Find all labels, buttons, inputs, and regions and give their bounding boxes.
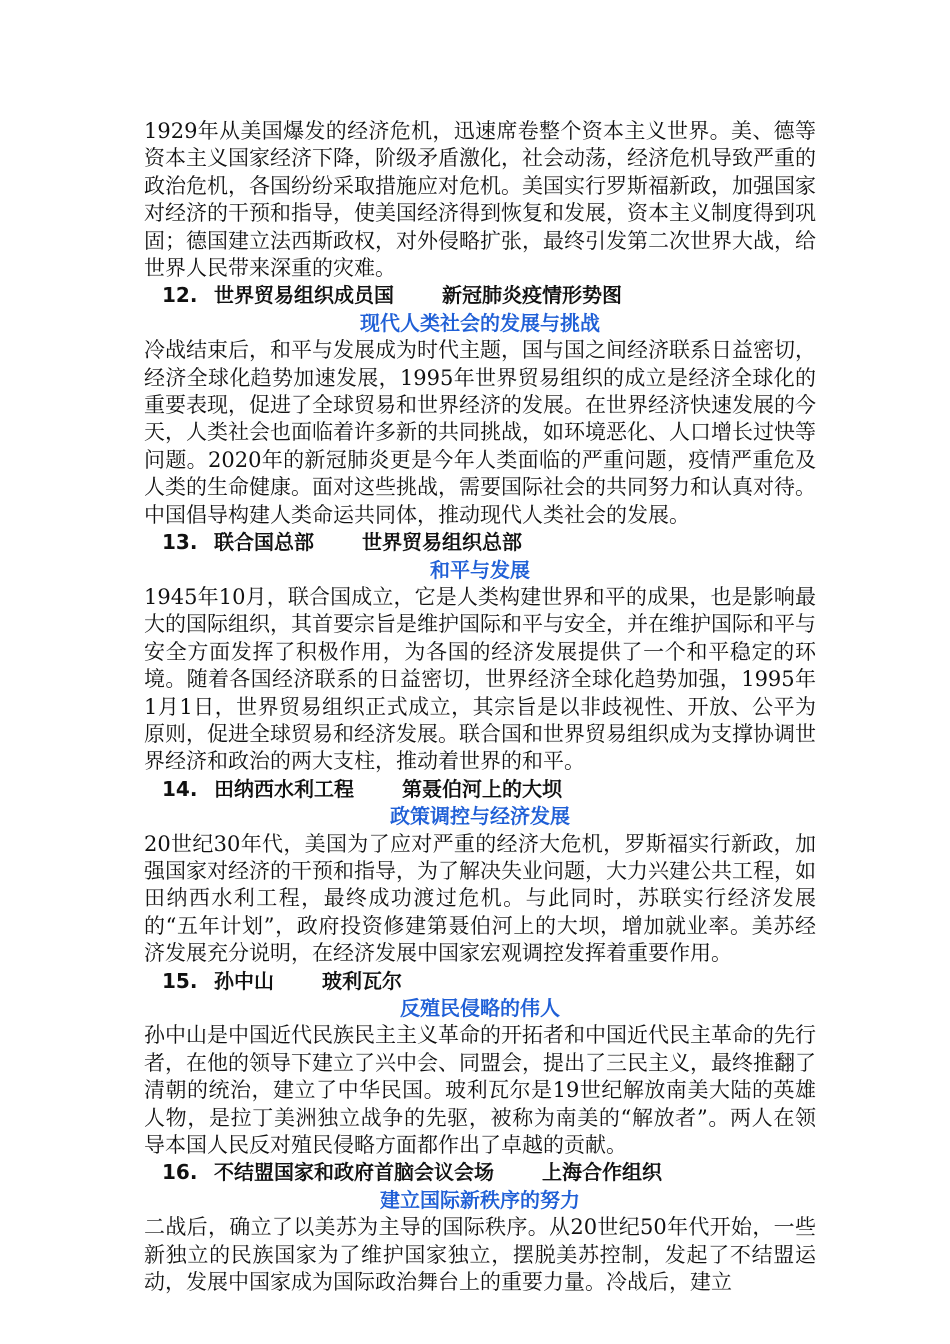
item-label-b: 第聂伯河上的大坝	[402, 776, 562, 801]
item-14-heading	[144, 776, 816, 803]
item-label-a: 不结盟国家和政府首脑会议会场	[214, 1160, 494, 1185]
item-label-a: 世界贸易组织成员国	[214, 283, 394, 308]
item-label-b: 上海合作组织	[542, 1160, 662, 1185]
paragraph-14: 20世纪30年代，美国为了应对严重的经济大危机，罗斯福实行新政，加强国家对经济的干预和指导，为了解决失业问题，大力兴建公共工程，如田纳西水利工程，最终成功渡过危机。与此同时，苏联实行经济发展的“五年计划”，政府投资修建第聂伯河上的大坝，增加就业率。美苏经济发展充分说明，在经济发展中国家宏观调控发挥着重要作用。	[144, 831, 816, 966]
item-number: 12.	[162, 283, 198, 308]
item-number: 16.	[162, 1160, 198, 1185]
item-label-b: 玻利瓦尔	[322, 968, 402, 993]
item-15-heading	[144, 968, 816, 995]
item-number: 15.	[162, 968, 198, 993]
section-title-13: 和平与发展	[430, 557, 530, 582]
item-label-a: 田纳西水利工程	[214, 776, 354, 801]
item-label-b: 世界贸易组织总部	[362, 530, 522, 555]
item-label-b: 新冠肺炎疫情形势图	[442, 283, 622, 308]
section-title-16: 建立国际新秩序的努力	[380, 1187, 580, 1212]
section-title-14: 政策调控与经济发展	[390, 804, 570, 829]
paragraph-intro: 1929年从美国爆发的经济危机，迅速席卷整个资本主义世界。美、德等资本主义国家经济下降，阶级矛盾激化，社会动荡，经济危机导致严重的政治危机，各国纷纷采取措施应对危机。美国实行罗斯福新政，加强国家对经济的干预和指导，使美国经济得到恢复和发展，资本主义制度得到巩固；德国建立法西斯政权，对外侵略扩张，最终引发第二次世界大战，给世界人民带来深重的灾难。	[144, 119, 816, 281]
item-label-a: 联合国总部	[214, 530, 314, 555]
item-number: 14.	[162, 776, 198, 801]
paragraph-16: 二战后，确立了以美苏为主导的国际秩序。从20世纪50年代开始，一些新独立的民族国家为了维护国家独立，摆脱美苏控制，发起了不结盟运动，发展中国家成为国际政治舞台上的重要力量。冷战后，建立	[144, 1215, 816, 1295]
section-title-12: 现代人类社会的发展与挑战	[360, 310, 600, 335]
paragraph-13: 1945年10月，联合国成立，它是人类构建世界和平的成果，也是影响最大的国际组织，其首要宗旨是维护国际和平与安全，并在维护国际和平与安全方面发挥了积极作用，为各国的经济发展提供了一个和平稳定的环境。随着各国经济联系的日益密切，世界经济全球化趋势加强，1995年1月1日，世界贸易组织正式成立，其宗旨是以非歧视性、开放、公平为原则，促进全球贸易和经济发展。联合国和世界贸易组织成为支撑协调世界经济和政治的两大支柱，推动着世界的和平。	[144, 584, 816, 774]
section-title-15: 反殖民侵略的伟人	[400, 996, 560, 1020]
item-number: 13.	[162, 530, 198, 555]
item-13-heading	[144, 529, 816, 556]
item-label-a: 孙中山	[214, 968, 274, 993]
item-12-heading	[144, 282, 816, 309]
paragraph-15: 孙中山是中国近代民族民主主义革命的开拓者和中国近代民主革命的先行者，在他的领导下建立了兴中会、同盟会，提出了三民主义，最终推翻了清朝的统治，建立了中华民国。玻利瓦尔是19世纪解放南美大陆的英雄人物，是拉丁美洲独立战争的先驱，被称为南美的“解放者”。两人在领导本国人民反对殖民侵略方面都作出了卓越的贡献。	[144, 1023, 816, 1158]
paragraph-12: 冷战结束后，和平与发展成为时代主题，国与国之间经济联系日益密切，经济全球化趋势加速发展，1995年世界贸易组织的成立是经济全球化的重要表现，促进了全球贸易和世界经济的发展。在世界经济快速发展的今天，人类社会也面临着许多新的共同挑战，如环境恶化、人口增长过快等问题。2020年的新冠肺炎更是今年人类面临的严重问题，疫情严重危及人类的生命健康。面对这些挑战，需要国际社会的共同努力和认真对待。中国倡导构建人类命运共同体，推动现代人类社会的发展。	[144, 338, 816, 527]
document-page	[144, 118, 816, 1296]
item-16-heading	[144, 1159, 816, 1186]
